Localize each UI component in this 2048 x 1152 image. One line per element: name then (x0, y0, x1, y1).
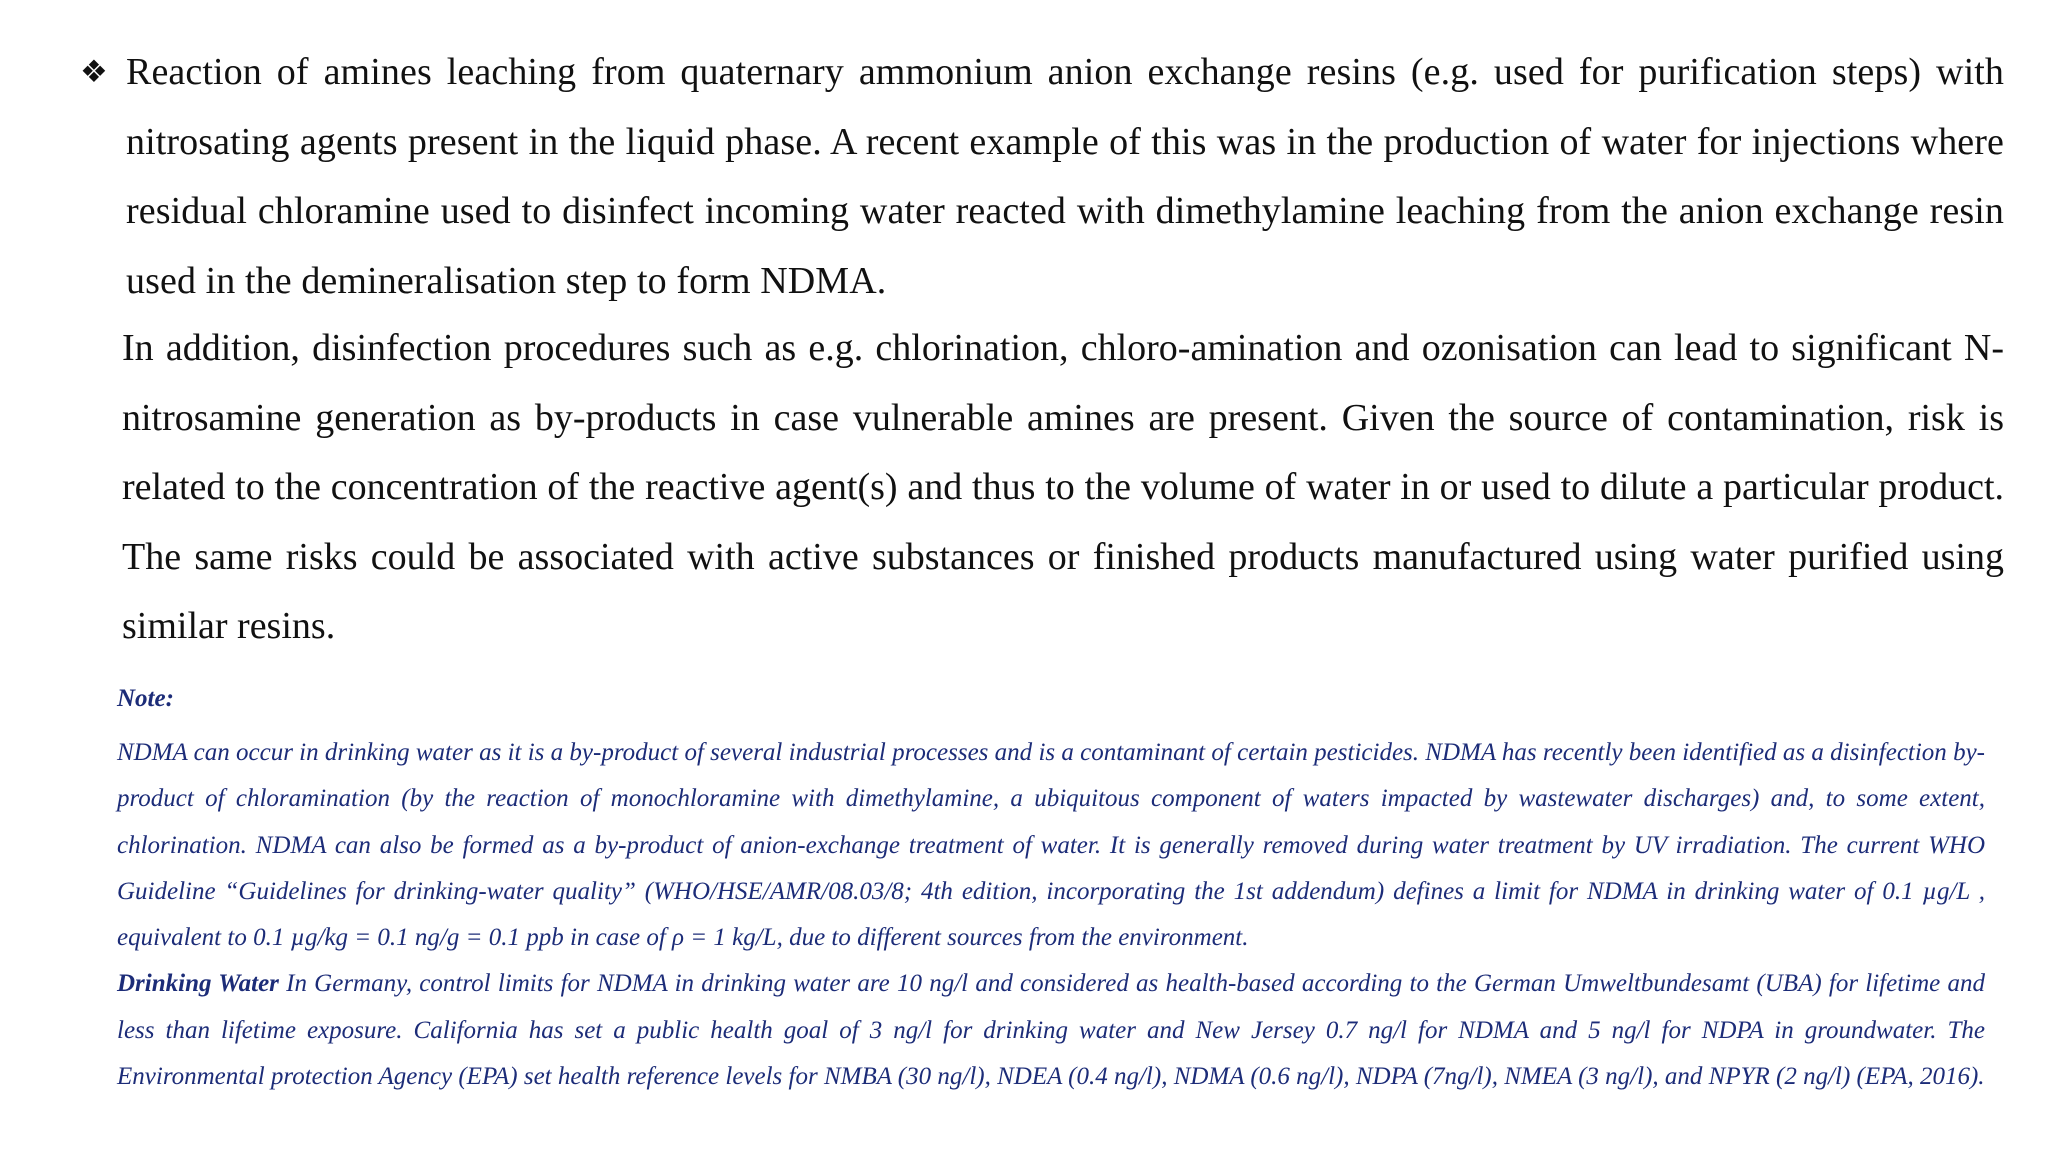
note-title: Note: (117, 685, 174, 712)
diamond-bullet-icon: ❖ (80, 54, 108, 89)
drinking-water-label: Drinking Water (117, 970, 279, 998)
bullet-item (80, 38, 2004, 316)
drinking-water-text: In Germany, control limits for NDMA in drinking water are 10 ng/l and considered as health-based according to the German Umweltbundesamt (UBA) for lifetime and less than lifetime exposure. California has set a public health goal of 3 ng/l for drinking water and New Jersey 0.7 ng/l for NDMA and 5 ng/l for NDPA in groundwater. The Environmental protection Agency (EPA) set health reference levels for NMBA (30 ng/l), NDEA (0.4 ng/l), NDMA (0.6 ng/l), NDPA (7ng/l), NMEA (3 ng/l), and NPYR (2 ng/l) (EPA, 2016). (117, 970, 1985, 1091)
note-body: NDMA can occur in drinking water as it is a by-product of several industrial processes and is a contaminant of certain pesticides. NDMA has recently been identified as a disinfection by-product of chloramination (by the reaction of monochloramine with dimethylamine, a ubiquitous component of waters impacted by wastewater discharges) and, to some extent, chlorination. NDMA can also be formed as a by-product of anion-exchange treatment of water. It is generally removed during water treatment by UV irradiation. The current WHO Guideline “Guidelines for drinking-water quality” (WHO/HSE/AMR/08.03/8; 4th edition, incorporating the 1st addendum) defines a limit for NDMA in drinking water of 0.1 µg/L , equivalent to 0.1 µg/kg = 0.1 ng/g = 0.1 ppb in case of ρ = 1 kg/L, due to different sources from the environment. (117, 739, 1985, 952)
bullet-text: Reaction of amines leaching from quaternary ammonium anion exchange resins (e.g. used for purification steps) with nitrosating agents present in the liquid phase. A recent example of this was in the production of water for injections where residual chloramine used to disinfect incoming water reacted with dimethylamine leaching from the anion exchange resin used in the demineralisation step to form NDMA. (126, 51, 2004, 302)
note-box (117, 684, 1985, 1100)
body-paragraph: In addition, disinfection procedures such as e.g. chlorination, chloro-amination and ozonisation can lead to significant N-nitrosamine generation as by-products in case vulnerable amines are present. Given the source of contamination, risk is related to the concentration of the reactive agent(s) and thus to the volume of water in or used to dilute a particular product. The same risks could be associated with active substances or finished products manufactured using water purified using similar resins. (122, 327, 2004, 647)
drinking-water-paragraph (117, 961, 1985, 1100)
